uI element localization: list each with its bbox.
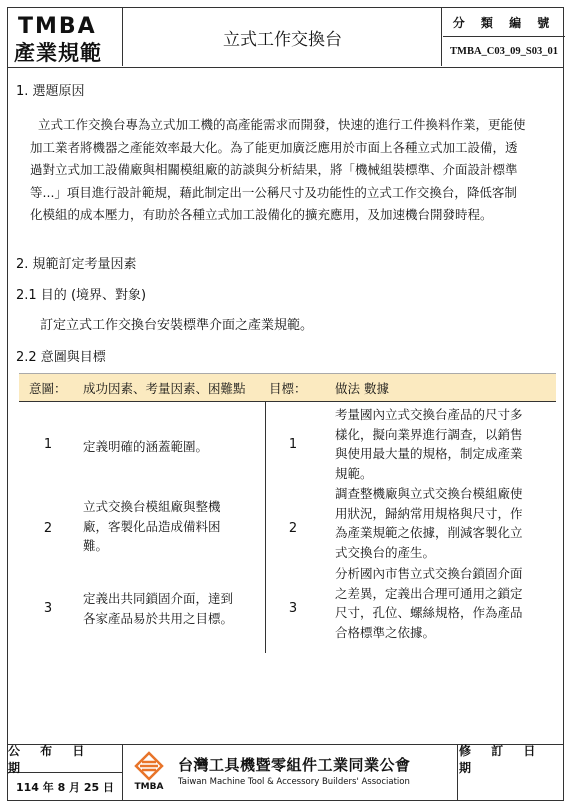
section-2-1-text: 訂定立式工作交換台安裝標準介面之產業規範。 <box>40 318 314 333</box>
paragraph-line: 加工業者將機器之產能效率最大化。為了能更加廣泛應用於市面上各種立式加工設備，透 <box>30 139 518 155</box>
association-name-en: Taiwan Machine Tool & Accessory Builders' Association <box>178 777 410 787</box>
document-body <box>8 68 563 744</box>
table-header-divider <box>19 401 556 402</box>
header-intent: 意圖： <box>29 381 67 396</box>
row-3-intent-text <box>83 589 233 628</box>
cell-line: 立式交換台模組廠與整機 <box>83 499 221 514</box>
paragraph-line: 等...」項目進行設計範規，藉此制定出一公稱尺寸及功能性的立式工作交換台，降低客制 <box>30 184 517 200</box>
row-3-goal-number: 3 <box>288 601 298 616</box>
cell-line: 式交換台的產生。 <box>335 544 436 560</box>
section-1-heading: 1. 選題原因 <box>16 84 85 99</box>
paragraph-line: 過對立式加工設備廠與相關模組廠的訪談與分析結果，將「機械組裝標準、介面設計標準 <box>30 162 518 177</box>
cell-line: 分析國內市售立式交換台鎖固介面 <box>335 566 523 581</box>
row-2-intent-text <box>83 497 221 556</box>
row-2-method-text <box>335 484 523 562</box>
section-1-paragraph <box>30 114 560 227</box>
cell-line: 樣化，擬向業界進行調查，以銷售 <box>335 426 523 442</box>
document-footer <box>8 744 563 800</box>
publish-date-label: 公 布 日 期 <box>8 745 123 773</box>
intent-goal-table <box>19 373 556 656</box>
cell-line: 與使用最大量的規格，制定成產業 <box>335 446 523 461</box>
cell-line: 定義出共同鎖固介面，達到 <box>83 591 234 606</box>
row-2-intent-number: 2 <box>43 521 53 536</box>
section-2-2-heading: 2.2 意圖與目標 <box>16 350 106 365</box>
association-name-zh: 台灣工具機暨零組件工業同業公會 <box>178 756 411 774</box>
header-factors: 成功因素、考量因素、困難點 <box>83 381 246 396</box>
cell-line: 調查整機廠與立式交換台模組廠使 <box>335 486 523 501</box>
association-block <box>124 745 458 801</box>
cell-line: 考量國內立式交換台產品的尺寸多 <box>335 407 523 422</box>
publish-date: 114 年 8 月 25 日 <box>8 773 123 801</box>
logo-text-en: TMBA <box>18 14 97 39</box>
paragraph-line: 化模組的成本壓力，有助於各種立式加工設備化的擴充應用，及加速機台開發時程。 <box>30 207 493 222</box>
cell-line: 合格標準之依據。 <box>335 624 436 640</box>
header-method: 做法 數據 <box>335 381 389 396</box>
table-column-divider <box>265 401 266 653</box>
row-1-method-text <box>335 405 523 483</box>
cell-line: 之差異，定義出合理可通用之鎖定 <box>335 585 523 601</box>
section-2-heading: 2. 規範訂定考量因素 <box>16 257 137 272</box>
cell-line: 尺寸，孔位、螺絲規格，作為產品 <box>335 605 523 620</box>
classification-label: 分 類 編 號 <box>443 8 565 37</box>
logo-text-zh: 產業規範 <box>14 41 102 65</box>
classification-code: TMBA_C03_09_S03_01 <box>450 46 558 57</box>
header-goal: 目標： <box>269 381 307 396</box>
revision-date-label: 修 訂 日 期 <box>459 744 544 775</box>
cell-line: 各家產品易於共用之目標。 <box>83 610 234 626</box>
cell-line: 定義明確的涵蓋範圍。 <box>83 439 209 454</box>
cell-line: 難。 <box>83 538 109 553</box>
row-1-intent-number: 1 <box>43 437 53 452</box>
association-logo-icon <box>134 751 164 781</box>
row-1-intent-text <box>83 437 208 457</box>
cell-line: 用狀況，歸納常用規格與尺寸，作 <box>335 505 523 521</box>
table-header-row <box>19 373 556 401</box>
paragraph-line: 立式工作交換台專為立式加工機的高產能需求而開發，快速的進行工件換料作業，更能使 <box>38 117 526 132</box>
document-title: 立式工作交換台 <box>124 8 442 66</box>
row-1-goal-number: 1 <box>288 437 298 452</box>
cell-line: 規範。 <box>335 465 373 481</box>
section-2-1-heading: 2.1 目的 (境界、對象) <box>16 288 147 303</box>
row-3-method-text <box>335 564 523 642</box>
row-2-goal-number: 2 <box>288 521 298 536</box>
row-3-intent-number: 3 <box>43 601 53 616</box>
cell-line: 廠，客製化品造成備料困 <box>83 518 221 534</box>
tmba-logo <box>8 8 123 66</box>
document-header <box>8 8 563 68</box>
association-logo-text: TMBA <box>134 782 164 792</box>
cell-line: 為產業規範之依據，削減客製化立 <box>335 525 523 540</box>
document-frame <box>7 7 564 801</box>
